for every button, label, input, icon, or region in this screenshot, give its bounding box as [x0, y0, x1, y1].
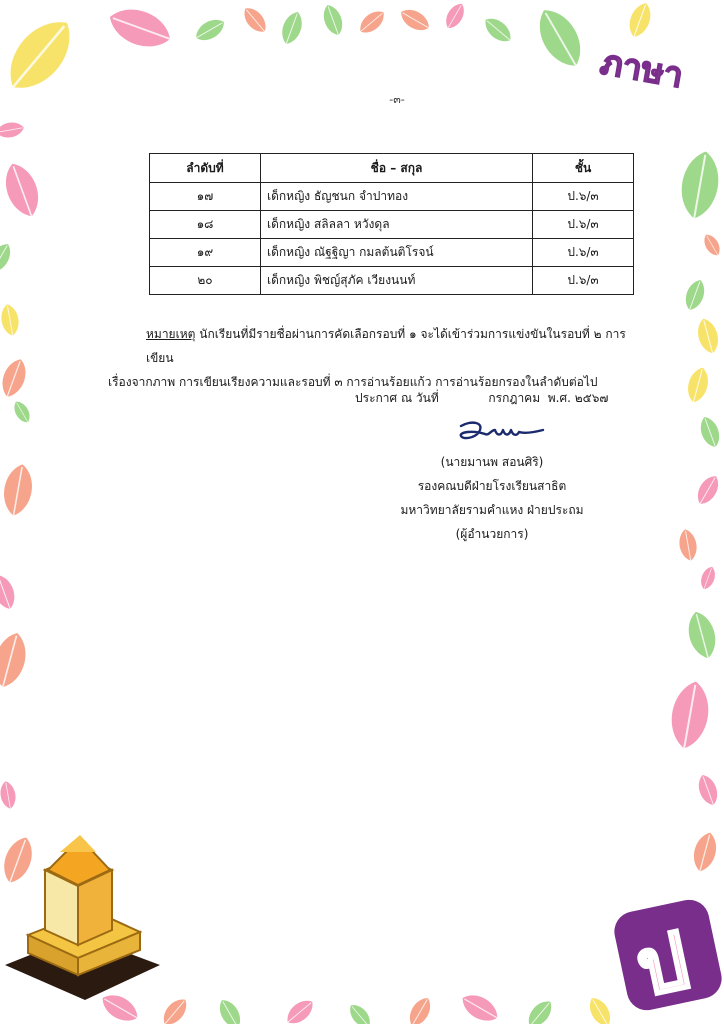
- student-class: ป.๖/๓: [533, 183, 634, 211]
- signer-position-2: มหาวิทยาลัยรามคำแหง ฝ่ายประถม: [400, 503, 584, 517]
- remark-line-1: [108, 322, 648, 370]
- student-name: เด็กหญิง ธัญชนก จำปาทอง: [261, 183, 533, 211]
- student-name: เด็กหญิง พิชญ์สุภัค เวียงนนท์: [261, 267, 533, 295]
- row-number: ๑๙: [150, 239, 261, 267]
- signer-position-1: รองคณบดีฝ่ายโรงเรียนสาธิต: [417, 479, 567, 493]
- student-class: ป.๖/๓: [533, 267, 634, 295]
- row-number: ๒๐: [150, 267, 261, 295]
- student-name: เด็กหญิง ณัฐฐิญา กมลต้นติโรจน์: [261, 239, 533, 267]
- col-header-name: ชื่อ – สกุล: [261, 154, 533, 183]
- table-row: [150, 239, 634, 267]
- signature-icon: [455, 418, 547, 448]
- svg-text:ภาษา: ภาษา: [597, 42, 687, 97]
- remark-paragraph: [108, 322, 648, 394]
- thai-logo-icon: [597, 42, 686, 96]
- svg-text:ป: ป: [629, 916, 697, 1015]
- remark-text-1: นักเรียนที่มีรายชื่อผ่านการคัดเลือกรอบที่ ๑ จะได้เข้าร่วมการแข่งขันในรอบที่ ๒ การเขียน: [146, 327, 626, 365]
- remark-label: หมายเหตุ: [146, 327, 196, 341]
- student-class: ป.๖/๓: [533, 211, 634, 239]
- row-number: ๑๘: [150, 211, 261, 239]
- student-table: [149, 153, 634, 295]
- col-header-class: ชั้น: [533, 154, 634, 183]
- announce-month: กรกฎาคม: [488, 391, 541, 405]
- table-header-row: [150, 154, 634, 183]
- row-number: ๑๗: [150, 183, 261, 211]
- table-row: [150, 267, 634, 295]
- table-row: [150, 183, 634, 211]
- page-number: -๓-: [389, 93, 405, 106]
- col-header-number: ลำดับที่: [150, 154, 261, 183]
- student-name: เด็กหญิง สลิลลา หวังดุล: [261, 211, 533, 239]
- student-class: ป.๖/๓: [533, 239, 634, 267]
- signer-block: [392, 450, 592, 546]
- announce-prefix: ประกาศ ณ วันที่: [355, 391, 439, 405]
- remark-text-2: เรื่องจากภาพ การเขียนเรียงความและรอบที่ ๓ การอ่านร้อยแก้ว การอ่านร้อยกรองในลำดับต่อไป: [108, 375, 598, 389]
- announcement-date: [355, 389, 608, 408]
- signer-position-3: (ผู้อำนวยการ): [455, 527, 529, 541]
- table-row: [150, 211, 634, 239]
- announce-year: พ.ศ. ๒๕๖๗: [547, 391, 609, 405]
- thai-letter-badge-icon: [611, 896, 724, 1014]
- signer-name: (นายมานพ สอนศิริ): [440, 455, 544, 469]
